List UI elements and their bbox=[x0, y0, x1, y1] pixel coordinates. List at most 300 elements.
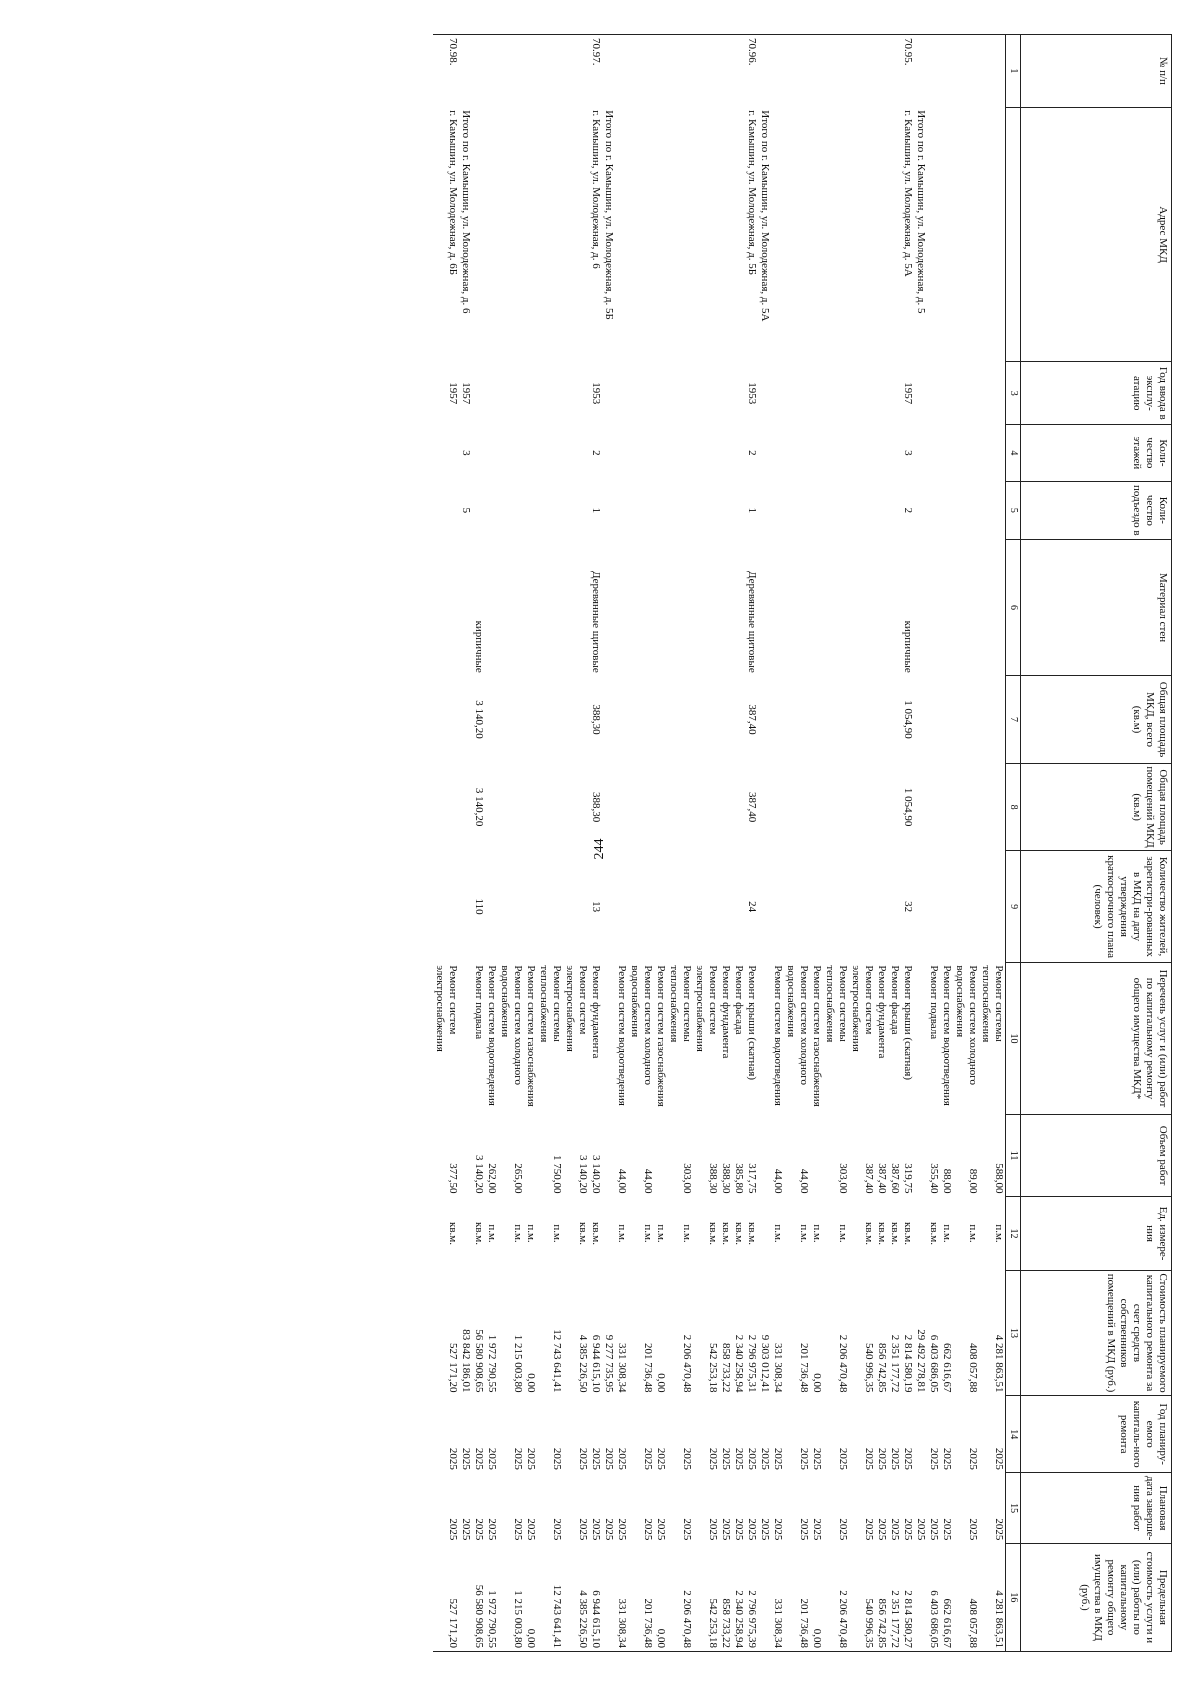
cell-col-11: 388,30 bbox=[720, 1163, 732, 1194]
cell-col-1: 70.95. bbox=[902, 38, 914, 66]
cell-col-12: кв.м. bbox=[733, 1222, 745, 1245]
cell-col-10: Ремонт систем электроснабжения bbox=[564, 965, 589, 1052]
cell-col-9 bbox=[823, 851, 849, 962]
cell-col-8 bbox=[979, 763, 1006, 851]
cell-col-16 bbox=[602, 1543, 615, 1651]
cell-col-8 bbox=[719, 763, 732, 851]
cell-col-1 bbox=[498, 35, 524, 108]
cell-col-15: 2025 bbox=[876, 1518, 888, 1541]
cell-col-1 bbox=[615, 35, 628, 108]
cell-col-14: 2025 bbox=[642, 1447, 654, 1470]
cell-col-6 bbox=[810, 539, 823, 675]
cell-col-16: 331 308,34 bbox=[772, 1598, 784, 1648]
cell-col-11: 3 140,20 bbox=[577, 1155, 589, 1194]
repair-plan-table bbox=[433, 34, 1172, 1652]
cell-col-1: 70.96. bbox=[746, 38, 758, 66]
cell-col-6 bbox=[732, 539, 745, 675]
cell-col-14: 2025 bbox=[551, 1447, 563, 1470]
cell-col-8 bbox=[615, 763, 628, 851]
cell-col-3 bbox=[628, 362, 654, 425]
cell-col-9 bbox=[914, 851, 927, 962]
cell-col-10: Ремонт систем водоотведения bbox=[941, 965, 953, 1106]
cell-col-15: 2025 bbox=[746, 1518, 758, 1541]
cell-col-11: 265,00 bbox=[512, 1163, 524, 1194]
cell-col-13: 1 972 790,55 bbox=[486, 1334, 498, 1393]
cell-col-14: 2025 bbox=[655, 1447, 667, 1470]
cell-col-14: 2025 bbox=[928, 1447, 940, 1470]
cell-col-4 bbox=[953, 425, 979, 482]
cell-col-1 bbox=[953, 35, 979, 108]
cell-col-10: Ремонт систем газоснабжения bbox=[655, 965, 667, 1107]
cell-col-4 bbox=[979, 425, 1006, 482]
cell-col-14 bbox=[914, 1396, 927, 1473]
table-row bbox=[667, 35, 693, 1652]
cell-col-5 bbox=[602, 481, 615, 539]
cell-col-7 bbox=[849, 676, 875, 764]
cell-col-6 bbox=[602, 539, 615, 675]
cell-col-11: 387,40 bbox=[876, 1163, 888, 1194]
cell-col-11: 387,60 bbox=[889, 1163, 901, 1194]
cell-col-15: 2025 bbox=[967, 1518, 979, 1541]
cell-col-9 bbox=[719, 851, 732, 962]
cell-col-14: 2025 bbox=[707, 1447, 719, 1470]
cell-col-10: Ремонт систем водоотведения bbox=[486, 965, 498, 1106]
column-header-16: Предельная стоимость услуги и (или) работы по капитальному ремонту общего имущества в МКД (руб.) bbox=[1021, 1543, 1172, 1651]
table-row bbox=[849, 35, 875, 1652]
cell-col-2 bbox=[888, 107, 901, 362]
cell-col-8: 387,40 bbox=[746, 791, 758, 823]
column-header-5: Коли-чество подъездо в bbox=[1021, 481, 1172, 539]
cell-col-3 bbox=[823, 362, 849, 425]
cell-col-12: п.м. bbox=[642, 1224, 654, 1243]
cell-col-14: 2025 bbox=[902, 1447, 914, 1470]
cell-col-6 bbox=[979, 539, 1006, 675]
cell-col-4 bbox=[602, 425, 615, 482]
cell-col-12 bbox=[758, 1197, 771, 1271]
cell-col-2 bbox=[979, 107, 1006, 362]
cell-col-13: 9 277 735,95 bbox=[603, 1334, 615, 1393]
cell-col-16: 2 206 470,48 bbox=[681, 1590, 693, 1648]
cell-col-8 bbox=[498, 763, 524, 851]
cell-col-1: 70.98. bbox=[447, 38, 459, 66]
cell-col-7 bbox=[693, 676, 719, 764]
column-number-9: 9 bbox=[1006, 851, 1021, 962]
cell-col-10: Ремонт системы теплоснабжения bbox=[668, 965, 693, 1043]
cell-col-16: 331 308,34 bbox=[616, 1598, 628, 1648]
cell-col-13: 56 580 908,65 bbox=[473, 1329, 485, 1393]
cell-col-5 bbox=[784, 481, 810, 539]
cell-col-12: кв.м. bbox=[707, 1222, 719, 1245]
cell-col-4 bbox=[940, 425, 953, 482]
cell-col-1 bbox=[485, 35, 498, 108]
cell-col-4 bbox=[498, 425, 524, 482]
cell-col-4 bbox=[927, 425, 940, 482]
cell-col-12: п.м. bbox=[616, 1224, 628, 1243]
cell-col-5 bbox=[979, 481, 1006, 539]
cell-col-1 bbox=[979, 35, 1006, 108]
cell-col-13: 201 736,48 bbox=[798, 1343, 810, 1393]
cell-col-5 bbox=[914, 481, 927, 539]
cell-col-14: 2025 bbox=[473, 1447, 485, 1470]
cell-col-16: 56 580 908,65 bbox=[473, 1584, 485, 1648]
cell-col-12: кв.м. bbox=[863, 1222, 875, 1245]
table-row bbox=[498, 35, 524, 1652]
cell-col-13: 29 492 278,81 bbox=[915, 1329, 927, 1393]
cell-col-3 bbox=[485, 362, 498, 425]
cell-col-13: 2 796 975,31 bbox=[746, 1334, 758, 1393]
cell-col-16 bbox=[914, 1543, 927, 1651]
cell-col-16: 2 814 580,27 bbox=[902, 1590, 914, 1648]
cell-col-15: 2025 bbox=[460, 1518, 472, 1541]
table-row bbox=[875, 35, 888, 1652]
cell-col-4 bbox=[524, 425, 537, 482]
cell-col-13: 2 340 258,94 bbox=[733, 1334, 745, 1393]
cell-col-16: 2 340 258,94 bbox=[733, 1590, 745, 1648]
cell-col-1 bbox=[628, 35, 654, 108]
cell-col-14: 2025 bbox=[681, 1447, 693, 1470]
cell-col-6 bbox=[498, 539, 524, 675]
cell-col-9 bbox=[953, 851, 979, 962]
column-number-7: 7 bbox=[1006, 676, 1021, 764]
cell-col-11: 3 140,20 bbox=[590, 1155, 602, 1194]
cell-col-5 bbox=[927, 481, 940, 539]
cell-col-1 bbox=[888, 35, 901, 108]
cell-col-8: 1 054,90 bbox=[902, 787, 914, 827]
cell-col-3: 1957 bbox=[902, 382, 914, 405]
cell-col-12: п.м. bbox=[512, 1224, 524, 1243]
cell-col-16: 2 206 470,48 bbox=[837, 1590, 849, 1648]
cell-col-14: 2025 bbox=[798, 1447, 810, 1470]
cell-col-5 bbox=[888, 481, 901, 539]
cell-col-9 bbox=[433, 851, 459, 962]
cell-col-10: Ремонт систем водоотведения bbox=[772, 965, 784, 1106]
column-number-1: 1 bbox=[1006, 35, 1021, 108]
cell-col-5 bbox=[524, 481, 537, 539]
cell-col-15: 2025 bbox=[616, 1518, 628, 1541]
cell-col-12: п.м. bbox=[486, 1224, 498, 1243]
cell-col-1: 70.97. bbox=[590, 38, 602, 66]
cell-col-7 bbox=[784, 676, 810, 764]
cell-col-6 bbox=[719, 539, 732, 675]
cell-col-1 bbox=[784, 35, 810, 108]
cell-col-2 bbox=[628, 107, 654, 362]
table-row bbox=[745, 35, 758, 1652]
cell-col-9 bbox=[524, 851, 537, 962]
table-row bbox=[810, 35, 823, 1652]
cell-col-6: Деревянные щитовые bbox=[746, 570, 758, 673]
cell-col-7 bbox=[888, 676, 901, 764]
cell-col-13: 12 743 641,41 bbox=[551, 1329, 563, 1393]
cell-col-12: п.м. bbox=[798, 1224, 810, 1243]
cell-col-2: Итого по г. Камышин, ул. Молодежная, д. 5Б bbox=[603, 110, 615, 320]
cell-col-5: 1 bbox=[746, 507, 758, 514]
cell-col-8 bbox=[849, 763, 875, 851]
cell-col-11: 44,00 bbox=[798, 1168, 810, 1194]
cell-col-7 bbox=[459, 676, 472, 764]
cell-col-15: 2025 bbox=[915, 1518, 927, 1541]
column-number-12: 12 bbox=[1006, 1197, 1021, 1271]
cell-col-9: 32 bbox=[902, 901, 914, 913]
cell-col-10: Ремонт системы теплоснабжения bbox=[538, 965, 563, 1043]
table-row bbox=[537, 35, 563, 1652]
cell-col-7 bbox=[914, 676, 927, 764]
cell-col-2: Итого по г. Камышин, ул. Молодежная, д. 5 bbox=[915, 110, 927, 314]
cell-col-6: кирпичные bbox=[902, 620, 914, 673]
cell-col-3 bbox=[849, 362, 875, 425]
cell-col-13: 856 742,85 bbox=[876, 1343, 888, 1393]
cell-col-2 bbox=[472, 107, 485, 362]
column-number-8: 8 bbox=[1006, 763, 1021, 851]
header-row bbox=[1021, 35, 1172, 1652]
cell-col-10: Ремонт системы теплоснабжения bbox=[980, 965, 1005, 1043]
cell-col-8 bbox=[433, 763, 459, 851]
cell-col-11 bbox=[758, 1115, 771, 1197]
cell-col-4 bbox=[563, 425, 589, 482]
cell-col-3 bbox=[719, 362, 732, 425]
cell-col-1 bbox=[667, 35, 693, 108]
cell-col-8 bbox=[784, 763, 810, 851]
cell-col-13: 0,00 bbox=[811, 1373, 823, 1393]
cell-col-3 bbox=[693, 362, 719, 425]
cell-col-2 bbox=[823, 107, 849, 362]
cell-col-8 bbox=[485, 763, 498, 851]
cell-col-12: кв.м. bbox=[889, 1222, 901, 1245]
cell-col-5 bbox=[628, 481, 654, 539]
cell-col-10: Ремонт подвала bbox=[473, 965, 485, 1040]
cell-col-6 bbox=[524, 539, 537, 675]
cell-col-4 bbox=[732, 425, 745, 482]
cell-col-7 bbox=[953, 676, 979, 764]
cell-col-8 bbox=[654, 763, 667, 851]
cell-col-15: 2025 bbox=[772, 1518, 784, 1541]
cell-col-5 bbox=[615, 481, 628, 539]
cell-col-14: 2025 bbox=[577, 1447, 589, 1470]
cell-col-12: кв.м. bbox=[902, 1222, 914, 1245]
table-row bbox=[784, 35, 810, 1652]
cell-col-10: Ремонт фасада bbox=[733, 965, 745, 1035]
cell-col-15: 2025 bbox=[473, 1518, 485, 1541]
cell-col-7 bbox=[524, 676, 537, 764]
cell-col-1 bbox=[472, 35, 485, 108]
cell-col-13: 2 351 177,72 bbox=[889, 1334, 901, 1393]
cell-col-16: 0,00 bbox=[811, 1628, 823, 1648]
cell-col-4 bbox=[537, 425, 563, 482]
cell-col-5 bbox=[732, 481, 745, 539]
cell-col-3 bbox=[498, 362, 524, 425]
cell-col-7 bbox=[758, 676, 771, 764]
cell-col-4 bbox=[693, 425, 719, 482]
column-header-13: Стоимость планируемого капитального ремонта за счет средств собственников помещений в МКД (руб.) bbox=[1021, 1270, 1172, 1395]
cell-col-9 bbox=[537, 851, 563, 962]
cell-col-6 bbox=[433, 539, 459, 675]
cell-col-9 bbox=[485, 851, 498, 962]
cell-col-10: Ремонт систем газоснабжения bbox=[811, 965, 823, 1107]
cell-col-11: 1 750,00 bbox=[551, 1155, 563, 1194]
cell-col-10: Ремонт систем электроснабжения bbox=[694, 965, 719, 1052]
cell-col-16: 201 736,48 bbox=[642, 1598, 654, 1648]
table-row bbox=[459, 35, 472, 1652]
cell-col-9 bbox=[732, 851, 745, 962]
cell-col-13: 331 308,34 bbox=[616, 1343, 628, 1393]
cell-col-13: 201 736,48 bbox=[642, 1343, 654, 1393]
cell-col-1 bbox=[771, 35, 784, 108]
cell-col-14: 2025 bbox=[733, 1447, 745, 1470]
cell-col-3 bbox=[888, 362, 901, 425]
cell-col-4 bbox=[472, 425, 485, 482]
cell-col-9 bbox=[459, 851, 472, 962]
cell-col-10: Ремонт подвала bbox=[928, 965, 940, 1040]
cell-col-5: 5 bbox=[460, 507, 472, 514]
cell-col-5: 1 bbox=[590, 507, 602, 514]
cell-col-11: 317,75 bbox=[746, 1163, 758, 1194]
cell-col-4 bbox=[784, 425, 810, 482]
cell-col-10: Ремонт фасада bbox=[889, 965, 901, 1035]
cell-col-11: 303,00 bbox=[837, 1163, 849, 1194]
cell-col-1 bbox=[758, 35, 771, 108]
cell-col-2: Итого по г. Камышин, ул. Молодежная, д. 5А bbox=[759, 110, 771, 322]
table-row bbox=[485, 35, 498, 1652]
cell-col-15: 2025 bbox=[525, 1518, 537, 1541]
cell-col-13: 662 616,67 bbox=[941, 1343, 953, 1393]
cell-col-8 bbox=[693, 763, 719, 851]
cell-col-12: кв.м. bbox=[746, 1222, 758, 1245]
cell-col-11: 355,40 bbox=[928, 1163, 940, 1194]
cell-col-6 bbox=[849, 539, 875, 675]
cell-col-10: Ремонт систем газоснабжения bbox=[525, 965, 537, 1107]
cell-col-12: кв.м. bbox=[876, 1222, 888, 1245]
cell-col-16: 6 403 686,05 bbox=[928, 1590, 940, 1648]
cell-col-7 bbox=[979, 676, 1006, 764]
cell-col-10: Ремонт крыши (скатная) bbox=[746, 965, 758, 1081]
cell-col-16: 662 616,67 bbox=[941, 1598, 953, 1648]
cell-col-3: 1953 bbox=[746, 382, 758, 405]
cell-col-4 bbox=[810, 425, 823, 482]
cell-col-2 bbox=[771, 107, 784, 362]
cell-col-11: 44,00 bbox=[616, 1168, 628, 1194]
column-header-9: Количество жителей, зарегистри-рованных в МКД на дату утверждения краткосрочного плана (человек) bbox=[1021, 851, 1172, 962]
cell-col-11: 88,00 bbox=[941, 1168, 953, 1194]
table-row bbox=[615, 35, 628, 1652]
cell-col-13: 9 303 012,41 bbox=[759, 1334, 771, 1393]
cell-col-4 bbox=[849, 425, 875, 482]
cell-col-11: 377,50 bbox=[447, 1163, 459, 1194]
column-header-3: Год ввода в эксплу-атацию bbox=[1021, 362, 1172, 425]
cell-col-3 bbox=[537, 362, 563, 425]
cell-col-12 bbox=[459, 1197, 472, 1271]
cell-col-7 bbox=[719, 676, 732, 764]
cell-col-11 bbox=[914, 1115, 927, 1197]
cell-col-10: Ремонт систем электроснабжения bbox=[850, 965, 875, 1052]
cell-col-2 bbox=[732, 107, 745, 362]
table-row bbox=[953, 35, 979, 1652]
cell-col-2 bbox=[485, 107, 498, 362]
column-header-14: Год планиру-емого капиталь-ного ремонта bbox=[1021, 1396, 1172, 1473]
cell-col-10: Ремонт систем электроснабжения bbox=[434, 965, 459, 1052]
cell-col-15: 2025 bbox=[941, 1518, 953, 1541]
cell-col-3: 1953 bbox=[590, 382, 602, 405]
cell-col-9: 24 bbox=[746, 901, 758, 913]
cell-col-14: 2025 bbox=[889, 1447, 901, 1470]
cell-col-8: 388,30 bbox=[590, 791, 602, 823]
cell-col-2 bbox=[524, 107, 537, 362]
cell-col-7: 387,40 bbox=[746, 704, 758, 735]
cell-col-2 bbox=[563, 107, 589, 362]
cell-col-15: 2025 bbox=[551, 1518, 563, 1541]
cell-col-12: кв.м. bbox=[928, 1222, 940, 1245]
cell-col-15: 2025 bbox=[902, 1518, 914, 1541]
cell-col-10: Ремонт системы теплоснабжения bbox=[824, 965, 849, 1043]
cell-col-3 bbox=[979, 362, 1006, 425]
cell-col-1 bbox=[693, 35, 719, 108]
cell-col-16: 858 733,22 bbox=[720, 1598, 732, 1648]
cell-col-5 bbox=[758, 481, 771, 539]
cell-col-8 bbox=[823, 763, 849, 851]
cell-col-12: кв.м. bbox=[720, 1222, 732, 1245]
cell-col-6 bbox=[693, 539, 719, 675]
cell-col-5 bbox=[953, 481, 979, 539]
cell-col-11 bbox=[524, 1115, 537, 1197]
cell-col-10 bbox=[914, 962, 927, 1114]
cell-col-1 bbox=[732, 35, 745, 108]
cell-col-10: Ремонт систем холодного водоснабжения bbox=[629, 965, 654, 1085]
cell-col-16: 4 385 226,50 bbox=[577, 1590, 589, 1648]
cell-col-15: 2025 bbox=[512, 1518, 524, 1541]
cell-col-3 bbox=[940, 362, 953, 425]
table-row bbox=[979, 35, 1006, 1652]
cell-col-12: п.м. bbox=[681, 1224, 693, 1243]
cell-col-13: 542 253,18 bbox=[707, 1343, 719, 1393]
cell-col-12: п.м. bbox=[772, 1224, 784, 1243]
cell-col-7 bbox=[537, 676, 563, 764]
cell-col-14: 2025 bbox=[876, 1447, 888, 1470]
column-header-4: Коли-чество этажей bbox=[1021, 425, 1172, 482]
cell-col-7 bbox=[940, 676, 953, 764]
cell-col-6 bbox=[888, 539, 901, 675]
cell-col-6 bbox=[953, 539, 979, 675]
cell-col-7 bbox=[563, 676, 589, 764]
cell-col-2 bbox=[615, 107, 628, 362]
table-row bbox=[940, 35, 953, 1652]
cell-col-14: 2025 bbox=[746, 1447, 758, 1470]
column-number-row bbox=[1006, 35, 1021, 1652]
cell-col-7 bbox=[823, 676, 849, 764]
column-number-11: 11 bbox=[1006, 1115, 1021, 1197]
cell-col-7 bbox=[615, 676, 628, 764]
cell-col-7 bbox=[485, 676, 498, 764]
cell-col-14: 2025 bbox=[590, 1447, 602, 1470]
cell-col-15: 2025 bbox=[928, 1518, 940, 1541]
cell-col-3 bbox=[524, 362, 537, 425]
column-header-8: Общая площадь помещений МКД (кв.м) bbox=[1021, 763, 1172, 851]
cell-col-9 bbox=[940, 851, 953, 962]
table-row bbox=[888, 35, 901, 1652]
cell-col-3 bbox=[771, 362, 784, 425]
cell-col-12: п.м. bbox=[993, 1224, 1005, 1243]
table-row bbox=[719, 35, 732, 1652]
cell-col-16: 2 796 975,39 bbox=[746, 1590, 758, 1648]
cell-col-6 bbox=[563, 539, 589, 675]
cell-col-16: 0,00 bbox=[655, 1628, 667, 1648]
table-row bbox=[771, 35, 784, 1652]
cell-col-11: 385,80 bbox=[733, 1163, 745, 1194]
cell-col-11: 388,30 bbox=[707, 1163, 719, 1194]
cell-col-13: 1 215 003,80 bbox=[512, 1334, 524, 1393]
page-number: 244 bbox=[592, 838, 607, 860]
cell-col-4 bbox=[615, 425, 628, 482]
cell-col-9 bbox=[849, 851, 875, 962]
table-row bbox=[472, 35, 485, 1652]
cell-col-9 bbox=[693, 851, 719, 962]
